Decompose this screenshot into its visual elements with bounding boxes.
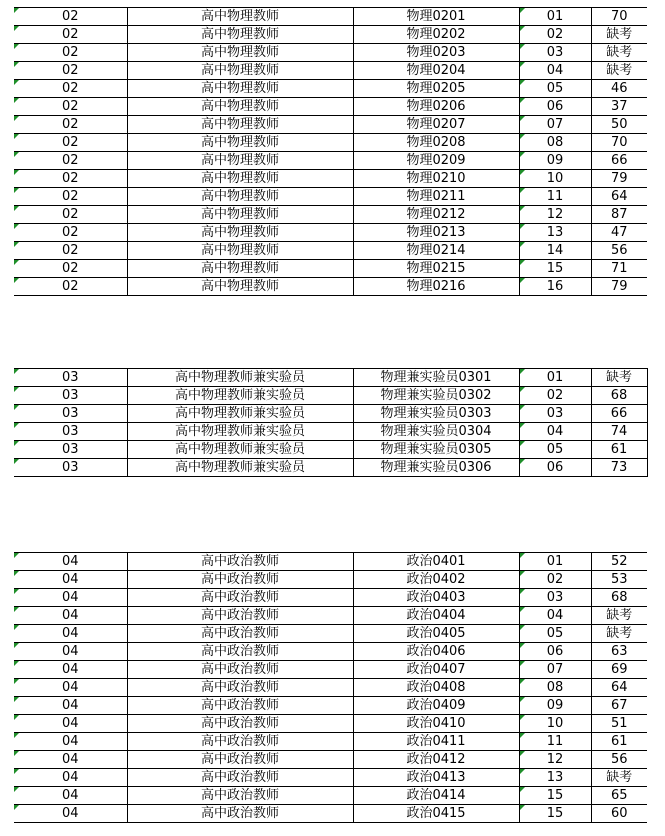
table-row (14, 571, 647, 589)
cell-exam-id[interactable]: 政治0402 (353, 571, 519, 589)
cell-seat[interactable]: 02 (519, 571, 591, 589)
cell-position[interactable]: 高中政治教师 (127, 679, 353, 697)
cell-seat[interactable]: 04 (519, 62, 591, 80)
cell-code[interactable]: 02 (14, 206, 127, 224)
cell-position[interactable]: 高中物理教师 (127, 26, 353, 44)
cell-seat[interactable]: 03 (519, 405, 591, 423)
cell-seat[interactable]: 09 (519, 152, 591, 170)
cell-score[interactable]: 61 (591, 733, 647, 751)
cell-exam-id[interactable]: 政治0411 (353, 733, 519, 751)
cell-code[interactable]: 04 (14, 625, 127, 643)
cell-exam-id[interactable]: 物理0203 (353, 44, 519, 62)
cell-code[interactable]: 04 (14, 589, 127, 607)
table-row (14, 441, 647, 459)
cell-score[interactable]: 79 (591, 278, 647, 296)
cell-code[interactable]: 02 (14, 278, 127, 296)
table-row (14, 589, 647, 607)
cell-seat[interactable]: 16 (519, 278, 591, 296)
cell-position[interactable]: 高中政治教师 (127, 607, 353, 625)
cell-code[interactable]: 04 (14, 805, 127, 823)
cell-score[interactable]: 51 (591, 715, 647, 733)
cell-exam-id[interactable]: 政治0408 (353, 679, 519, 697)
cell-seat[interactable]: 07 (519, 661, 591, 679)
cell-exam-id[interactable]: 物理0216 (353, 278, 519, 296)
cell-position[interactable]: 高中物理教师 (127, 44, 353, 62)
cell-score[interactable]: 53 (591, 571, 647, 589)
table-row (14, 188, 647, 206)
cell-position[interactable]: 高中物理教师 (127, 8, 353, 26)
cell-position[interactable]: 高中物理教师兼实验员 (127, 441, 353, 459)
cell-score[interactable]: 46 (591, 80, 647, 98)
cell-position[interactable]: 高中物理教师 (127, 98, 353, 116)
table-row (14, 553, 647, 571)
cell-seat[interactable]: 04 (519, 607, 591, 625)
cell-position[interactable]: 高中物理教师 (127, 80, 353, 98)
table-row (14, 170, 647, 188)
cell-exam-id[interactable]: 政治0404 (353, 607, 519, 625)
cell-score[interactable]: 37 (591, 98, 647, 116)
cell-score[interactable]: 52 (591, 553, 647, 571)
cell-exam-id[interactable]: 物理0211 (353, 188, 519, 206)
cell-score[interactable]: 70 (591, 8, 647, 26)
cell-seat[interactable]: 02 (519, 387, 591, 405)
cell-score[interactable]: 71 (591, 260, 647, 278)
cell-score[interactable]: 63 (591, 643, 647, 661)
table-row (14, 661, 647, 679)
cell-code[interactable]: 04 (14, 553, 127, 571)
cell-score[interactable]: 缺考 (591, 607, 647, 625)
cell-code[interactable]: 04 (14, 787, 127, 805)
cell-exam-id[interactable]: 物理0213 (353, 224, 519, 242)
cell-score[interactable]: 60 (591, 805, 647, 823)
cell-score[interactable]: 69 (591, 661, 647, 679)
cell-seat[interactable]: 01 (519, 8, 591, 26)
cell-code[interactable]: 04 (14, 697, 127, 715)
cell-code[interactable]: 02 (14, 26, 127, 44)
cell-score[interactable]: 缺考 (591, 26, 647, 44)
table-body (14, 369, 647, 477)
table-row (14, 625, 647, 643)
cell-position[interactable]: 高中物理教师兼实验员 (127, 459, 353, 477)
cell-code[interactable]: 02 (14, 80, 127, 98)
cell-code[interactable]: 02 (14, 134, 127, 152)
cell-position[interactable]: 高中物理教师 (127, 242, 353, 260)
cell-exam-id[interactable]: 物理0207 (353, 116, 519, 134)
cell-position[interactable]: 高中物理教师 (127, 278, 353, 296)
cell-score[interactable]: 64 (591, 188, 647, 206)
cell-code[interactable]: 04 (14, 751, 127, 769)
table-row (14, 98, 647, 116)
cell-seat[interactable]: 12 (519, 206, 591, 224)
cell-seat[interactable]: 07 (519, 116, 591, 134)
table-row (14, 715, 647, 733)
table-row (14, 134, 647, 152)
table-row (14, 643, 647, 661)
cell-exam-id[interactable]: 政治0413 (353, 769, 519, 787)
table-row (14, 242, 647, 260)
cell-seat[interactable]: 11 (519, 733, 591, 751)
cell-score[interactable]: 50 (591, 116, 647, 134)
cell-score[interactable]: 缺考 (591, 625, 647, 643)
table-row (14, 369, 647, 387)
cell-code[interactable]: 03 (14, 459, 127, 477)
cell-position[interactable]: 高中政治教师 (127, 661, 353, 679)
cell-exam-id[interactable]: 物理0202 (353, 26, 519, 44)
cell-seat[interactable]: 01 (519, 369, 591, 387)
cell-position[interactable]: 高中物理教师 (127, 170, 353, 188)
cell-seat[interactable]: 03 (519, 589, 591, 607)
cell-exam-id[interactable]: 政治0409 (353, 697, 519, 715)
cell-position[interactable]: 高中政治教师 (127, 751, 353, 769)
cell-score[interactable]: 缺考 (591, 44, 647, 62)
cell-code[interactable]: 04 (14, 679, 127, 697)
cell-seat[interactable]: 04 (519, 423, 591, 441)
cell-seat[interactable]: 14 (519, 242, 591, 260)
cell-seat[interactable]: 05 (519, 80, 591, 98)
cell-position[interactable]: 高中物理教师兼实验员 (127, 369, 353, 387)
cell-exam-id[interactable]: 物理0205 (353, 80, 519, 98)
cell-seat[interactable]: 06 (519, 643, 591, 661)
table-row (14, 751, 647, 769)
table-row (14, 152, 647, 170)
cell-seat[interactable]: 08 (519, 679, 591, 697)
table-row (14, 607, 647, 625)
cell-exam-id[interactable]: 政治0415 (353, 805, 519, 823)
cell-position[interactable]: 高中物理教师兼实验员 (127, 405, 353, 423)
cell-seat[interactable]: 10 (519, 170, 591, 188)
cell-seat[interactable]: 02 (519, 26, 591, 44)
cell-seat[interactable]: 12 (519, 751, 591, 769)
cell-seat[interactable]: 13 (519, 769, 591, 787)
score-table-group-02 (14, 7, 647, 296)
cell-exam-id[interactable]: 政治0410 (353, 715, 519, 733)
cell-score[interactable]: 64 (591, 679, 647, 697)
cell-score[interactable]: 缺考 (591, 369, 647, 387)
cell-code[interactable]: 02 (14, 224, 127, 242)
cell-exam-id[interactable]: 物理兼实验员0305 (353, 441, 519, 459)
cell-position[interactable]: 高中政治教师 (127, 733, 353, 751)
cell-code[interactable]: 03 (14, 369, 127, 387)
cell-seat[interactable]: 01 (519, 553, 591, 571)
table-row (14, 206, 647, 224)
cell-position[interactable]: 高中政治教师 (127, 805, 353, 823)
cell-score[interactable]: 56 (591, 751, 647, 769)
cell-position[interactable]: 高中物理教师兼实验员 (127, 423, 353, 441)
cell-position[interactable]: 高中物理教师 (127, 62, 353, 80)
cell-code[interactable]: 02 (14, 188, 127, 206)
cell-exam-id[interactable]: 物理0214 (353, 242, 519, 260)
cell-score[interactable]: 缺考 (591, 62, 647, 80)
cell-position[interactable]: 高中政治教师 (127, 715, 353, 733)
cell-position[interactable]: 高中政治教师 (127, 553, 353, 571)
table-row (14, 44, 647, 62)
cell-position[interactable]: 高中物理教师 (127, 116, 353, 134)
cell-seat[interactable]: 15 (519, 260, 591, 278)
cell-position[interactable]: 高中物理教师 (127, 134, 353, 152)
cell-code[interactable]: 04 (14, 607, 127, 625)
cell-exam-id[interactable]: 物理0215 (353, 260, 519, 278)
cell-position[interactable]: 高中政治教师 (127, 571, 353, 589)
cell-seat[interactable]: 08 (519, 134, 591, 152)
cell-score[interactable]: 65 (591, 787, 647, 805)
cell-score[interactable]: 68 (591, 589, 647, 607)
cell-exam-id[interactable]: 物理兼实验员0301 (353, 369, 519, 387)
cell-score[interactable]: 87 (591, 206, 647, 224)
cell-code[interactable]: 04 (14, 661, 127, 679)
cell-score[interactable]: 66 (591, 405, 647, 423)
cell-exam-id[interactable]: 物理0206 (353, 98, 519, 116)
cell-score[interactable]: 缺考 (591, 769, 647, 787)
cell-exam-id[interactable]: 物理兼实验员0306 (353, 459, 519, 477)
cell-position[interactable]: 高中物理教师 (127, 188, 353, 206)
cell-seat[interactable]: 05 (519, 441, 591, 459)
cell-seat[interactable]: 13 (519, 224, 591, 242)
table-row (14, 405, 647, 423)
cell-score[interactable]: 61 (591, 441, 647, 459)
cell-code[interactable]: 03 (14, 423, 127, 441)
cell-exam-id[interactable]: 物理0209 (353, 152, 519, 170)
cell-seat[interactable]: 09 (519, 697, 591, 715)
cell-position[interactable]: 高中物理教师 (127, 224, 353, 242)
cell-code[interactable]: 02 (14, 170, 127, 188)
table-body (14, 553, 647, 823)
cell-exam-id[interactable]: 政治0407 (353, 661, 519, 679)
table-row (14, 697, 647, 715)
score-table-group-04 (14, 552, 647, 823)
table-row (14, 805, 647, 823)
cell-code[interactable]: 02 (14, 152, 127, 170)
cell-code[interactable]: 02 (14, 260, 127, 278)
cell-code[interactable]: 04 (14, 643, 127, 661)
cell-seat[interactable]: 11 (519, 188, 591, 206)
cell-code[interactable]: 02 (14, 8, 127, 26)
cell-position[interactable]: 高中政治教师 (127, 589, 353, 607)
cell-position[interactable]: 高中物理教师兼实验员 (127, 387, 353, 405)
cell-score[interactable]: 66 (591, 152, 647, 170)
cell-code[interactable]: 04 (14, 715, 127, 733)
cell-seat[interactable]: 06 (519, 98, 591, 116)
cell-seat[interactable]: 15 (519, 787, 591, 805)
cell-position[interactable]: 高中政治教师 (127, 769, 353, 787)
cell-code[interactable]: 03 (14, 387, 127, 405)
cell-position[interactable]: 高中物理教师 (127, 260, 353, 278)
cell-position[interactable]: 高中物理教师 (127, 206, 353, 224)
cell-code[interactable]: 03 (14, 441, 127, 459)
cell-code[interactable]: 03 (14, 405, 127, 423)
cell-exam-id[interactable]: 物理兼实验员0303 (353, 405, 519, 423)
cell-exam-id[interactable]: 物理0201 (353, 8, 519, 26)
cell-score[interactable]: 67 (591, 697, 647, 715)
cell-position[interactable]: 高中政治教师 (127, 643, 353, 661)
cell-score[interactable]: 79 (591, 170, 647, 188)
table-row (14, 423, 647, 441)
cell-score[interactable]: 73 (591, 459, 647, 477)
table-row (14, 733, 647, 751)
cell-score[interactable]: 47 (591, 224, 647, 242)
cell-code[interactable]: 02 (14, 98, 127, 116)
cell-exam-id[interactable]: 政治0405 (353, 625, 519, 643)
table-row (14, 278, 647, 296)
table-body (14, 8, 647, 296)
table-row (14, 787, 647, 805)
cell-code[interactable]: 04 (14, 769, 127, 787)
cell-score[interactable]: 74 (591, 423, 647, 441)
cell-exam-id[interactable]: 政治0412 (353, 751, 519, 769)
cell-exam-id[interactable]: 物理0204 (353, 62, 519, 80)
cell-exam-id[interactable]: 物理0210 (353, 170, 519, 188)
cell-code[interactable]: 02 (14, 116, 127, 134)
score-table-group-03 (14, 368, 648, 477)
table-row (14, 224, 647, 242)
table-row (14, 679, 647, 697)
cell-exam-id[interactable]: 政治0403 (353, 589, 519, 607)
cell-code[interactable]: 02 (14, 242, 127, 260)
table-row (14, 80, 647, 98)
cell-exam-id[interactable]: 政治0414 (353, 787, 519, 805)
table-row (14, 387, 647, 405)
cell-exam-id[interactable]: 物理0212 (353, 206, 519, 224)
table-row (14, 8, 647, 26)
cell-position[interactable]: 高中物理教师 (127, 152, 353, 170)
cell-seat[interactable]: 05 (519, 625, 591, 643)
cell-exam-id[interactable]: 物理兼实验员0304 (353, 423, 519, 441)
table-row (14, 116, 647, 134)
cell-score[interactable]: 70 (591, 134, 647, 152)
cell-code[interactable]: 04 (14, 571, 127, 589)
cell-seat[interactable]: 03 (519, 44, 591, 62)
table-row (14, 26, 647, 44)
cell-exam-id[interactable]: 政治0401 (353, 553, 519, 571)
cell-code[interactable]: 02 (14, 62, 127, 80)
table-row (14, 260, 647, 278)
cell-code[interactable]: 04 (14, 733, 127, 751)
cell-exam-id[interactable]: 物理兼实验员0302 (353, 387, 519, 405)
cell-position[interactable]: 高中政治教师 (127, 697, 353, 715)
cell-exam-id[interactable]: 政治0406 (353, 643, 519, 661)
cell-score[interactable]: 68 (591, 387, 647, 405)
cell-position[interactable]: 高中政治教师 (127, 625, 353, 643)
cell-position[interactable]: 高中政治教师 (127, 787, 353, 805)
cell-exam-id[interactable]: 物理0208 (353, 134, 519, 152)
table-row (14, 62, 647, 80)
cell-seat[interactable]: 06 (519, 459, 591, 477)
cell-seat[interactable]: 15 (519, 805, 591, 823)
cell-score[interactable]: 56 (591, 242, 647, 260)
table-row (14, 769, 647, 787)
cell-code[interactable]: 02 (14, 44, 127, 62)
table-row (14, 459, 647, 477)
cell-seat[interactable]: 10 (519, 715, 591, 733)
